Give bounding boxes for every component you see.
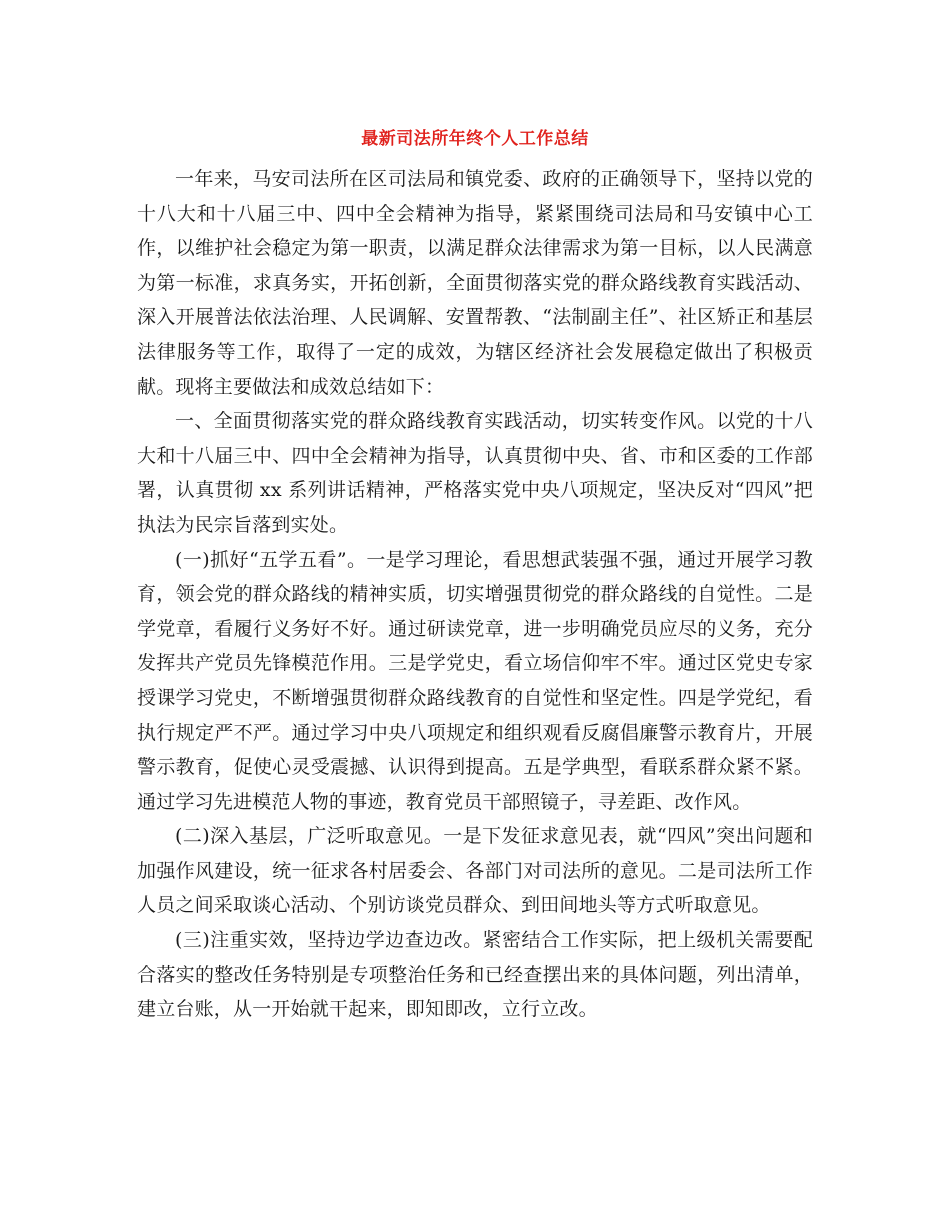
paragraph-intro: 一年来，马安司法所在区司法局和镇党委、政府的正确领导下，坚持以党的十八大和十八届三中、四中全会精神为指导，紧紧围绕司法局和马安镇中心工作，以维护社会稳定为第一职责，以满足群众法律需求为第一目标，以人民满意为第一标准，求真务实，开拓创新，全面贯彻落实党的群众路线教育实践活动、深入开展普法依法治理、人民调解、安置帮教、“法制副主任”、社区矫正和基层法律服务等工作，取得了一定的成效，为辖区经济社会发展稳定做出了积极贡献。现将主要做法和成效总结如下：: [137, 168, 813, 398]
document-title: 最新司法所年终个人工作总结: [361, 129, 589, 149]
paragraph-subsection-2: (二)深入基层，广泛听取意见。一是下发征求意见表，就“四风”突出问题和加强作风建设，统一征求各村居委会、各部门对司法所的意见。二是司法所工作人员之间采取谈心活动、个别访谈党员群众、到田间地头等方式听取意见。: [137, 825, 813, 917]
paragraph-subsection-3: (三)注重实效，坚持边学边查边改。紧密结合工作实际，把上级机关需要配合落实的整改任务特别是专项整治任务和已经查摆出来的具体问题，列出清单，建立台账，从一开始就干起来，即知即改，立行立改。: [137, 929, 813, 1021]
document-body: [137, 162, 813, 1027]
paragraph-section-1: 一、全面贯彻落实党的群众路线教育实践活动，切实转变作风。以党的十八大和十八届三中、四中全会精神为指导，认真贯彻中央、省、市和区委的工作部署，认真贯彻 xx 系列讲话精神，严格落实党中央八项规定，坚决反对“四风”把执法为民宗旨落到实处。: [137, 410, 813, 536]
paragraph-subsection-1: (一)抓好“五学五看”。一是学习理论，看思想武装强不强，通过开展学习教育，领会党的群众路线的精神实质，切实增强贯彻党的群众路线的自觉性。二是学党章，看履行义务好不好。通过研读党章，进一步明确党员应尽的义务，充分发挥共产党员先锋模范作用。三是学党史，看立场信仰牢不牢。通过区党史专家授课学习党史，不断增强贯彻群众路线教育的自觉性和坚定性。四是学党纪，看执行规定严不严。通过学习中央八项规定和组织观看反腐倡廉警示教育片，开展警示教育，促使心灵受震撼、认识得到提高。五是学典型，看联系群众紧不紧。通过学习先进模范人物的事迹，教育党员干部照镜子，寻差距、改作风。: [137, 548, 813, 813]
